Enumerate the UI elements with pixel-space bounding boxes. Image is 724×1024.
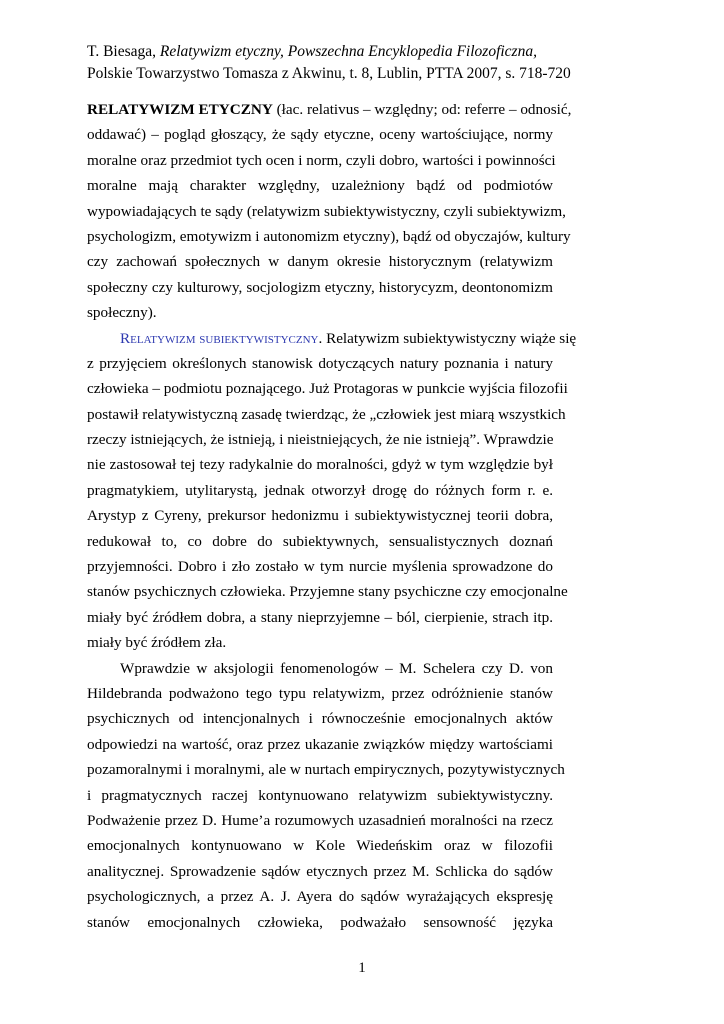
text-line: miały być źródłem dobra, a stany nieprzyjemne – ból, cierpienie, strach itp.: [87, 608, 553, 626]
text-line: społeczny).: [87, 304, 157, 322]
text-line: Podważenie przez D. Hume’a rozumowych uzasadnień moralności na rzecz: [87, 811, 553, 829]
text-line: przyjemności. Dobro i zło zostało w tym nurcie myślenia sprowadzone do: [87, 558, 553, 576]
text-line: nie zastosował tej tezy radykalnie do moralności, gdyż w tym względzie był: [87, 456, 553, 474]
text-fragment: (łac. relativus – względny; od: referre – odnosić,: [272, 101, 572, 118]
text-line: Hildebranda podważono tego typu relatywizm, przez odróżnienie stanów: [87, 684, 553, 702]
citation-line-2: Polskie Towarzystwo Tomasza z Akwinu, t. 8, Lublin, PTTA 2007, s. 718-720: [87, 65, 571, 82]
text-line: i pragmatycznych raczej kontynuowano relatywizm subiektywistyczny.: [87, 786, 553, 804]
text-line: Wprawdzie w aksjologii fenomenologów – M. Schelera czy D. von: [120, 659, 553, 677]
text-line: stanów emocjonalnych człowieka, podważało sensowność języka: [87, 913, 553, 931]
citation-line-1: [87, 41, 647, 63]
text-line: [87, 326, 577, 351]
page-number: 1: [358, 960, 366, 976]
text-line: z przyjęciem określonych stanowisk dotyczących natury poznania i natury: [87, 354, 553, 372]
section-heading: Relatywizm subiektywistyczny: [120, 329, 319, 347]
article-body: [87, 97, 577, 935]
text-line: pozamoralnymi i moralnymi, ale w nurtach empirycznych, pozytywistycznych: [87, 761, 565, 779]
citation-title: Relatywizm etyczny, Powszechna Encyklopedia Filozoficzna,: [159, 43, 537, 60]
text-line: miały być źródłem zła.: [87, 634, 227, 652]
citation-author: T. Biesaga,: [87, 43, 160, 60]
text-line: Arystyp z Cyreny, prekursor hedonizmu i subiektywistycznej teorii dobra,: [87, 507, 553, 525]
text-line: rzeczy istniejących, że istnieją, i nieistniejących, że nie istnieją”. Wprawdzie: [87, 431, 554, 449]
text-line: psychicznych od intencjonalnych i równocześnie emocjonalnych aktów: [87, 710, 553, 728]
text-line: [87, 97, 572, 122]
text-line: człowieka – podmiotu poznającego. Już Protagoras w punkcie wyjścia filozofii: [87, 380, 568, 398]
entry-term: RELATYWIZM ETYCZNY: [87, 101, 273, 118]
text-line: moralne oraz przedmiot tych ocen i norm, czyli dobro, wartości i powinności: [87, 151, 556, 169]
text-line: analitycznej. Sprowadzenie sądów etycznych przez M. Schlicka do sądów: [87, 862, 553, 880]
text-line: wypowiadających te sądy (relatywizm subiektywistyczny, czyli subiektywizm,: [87, 202, 566, 220]
text-line: czy zachowań społecznych w danym okresie historycznym (relatywizm: [87, 253, 553, 271]
text-line: psychologicznych, a przez A. J. Ayera do sądów wyrażających ekspresję: [87, 888, 553, 906]
text-line: pragmatykiem, utylitarystą, jednak otworzył drogę do różnych form r. e.: [87, 481, 553, 499]
text-line: moralne mają charakter względny, uzależniony bądź od podmiotów: [87, 177, 553, 195]
text-line: społeczny czy kulturowy, socjologizm etyczny, historycyzm, deontonomizm: [87, 278, 553, 296]
text-line: stanów psychicznych człowieka. Przyjemne stany psychiczne czy emocjonalne: [87, 583, 568, 601]
text-line: odpowiedzi na wartość, oraz przez ukazanie związków między wartościami: [87, 735, 553, 753]
text-line: oddawać) – pogląd głoszący, że sądy etyczne, oceny wartościujące, normy: [87, 126, 553, 144]
citation-header: [87, 41, 647, 85]
text-line: psychologizm, emotywizm i autonomizm etyczny), bądź od obyczajów, kultury: [87, 227, 571, 245]
text-line: emocjonalnych kontynuowano w Kole Wiedeńskim oraz w filozofii: [87, 837, 553, 855]
text-line: postawił relatywistyczną zasadę twierdząc, że „człowiek jest miarą wszystkich: [87, 405, 566, 423]
text-line: redukował to, co dobre do subiektywnych, sensualistycznych doznań: [87, 532, 553, 550]
text-fragment: . Relatywizm subiektywistyczny wiąże się: [318, 329, 577, 347]
